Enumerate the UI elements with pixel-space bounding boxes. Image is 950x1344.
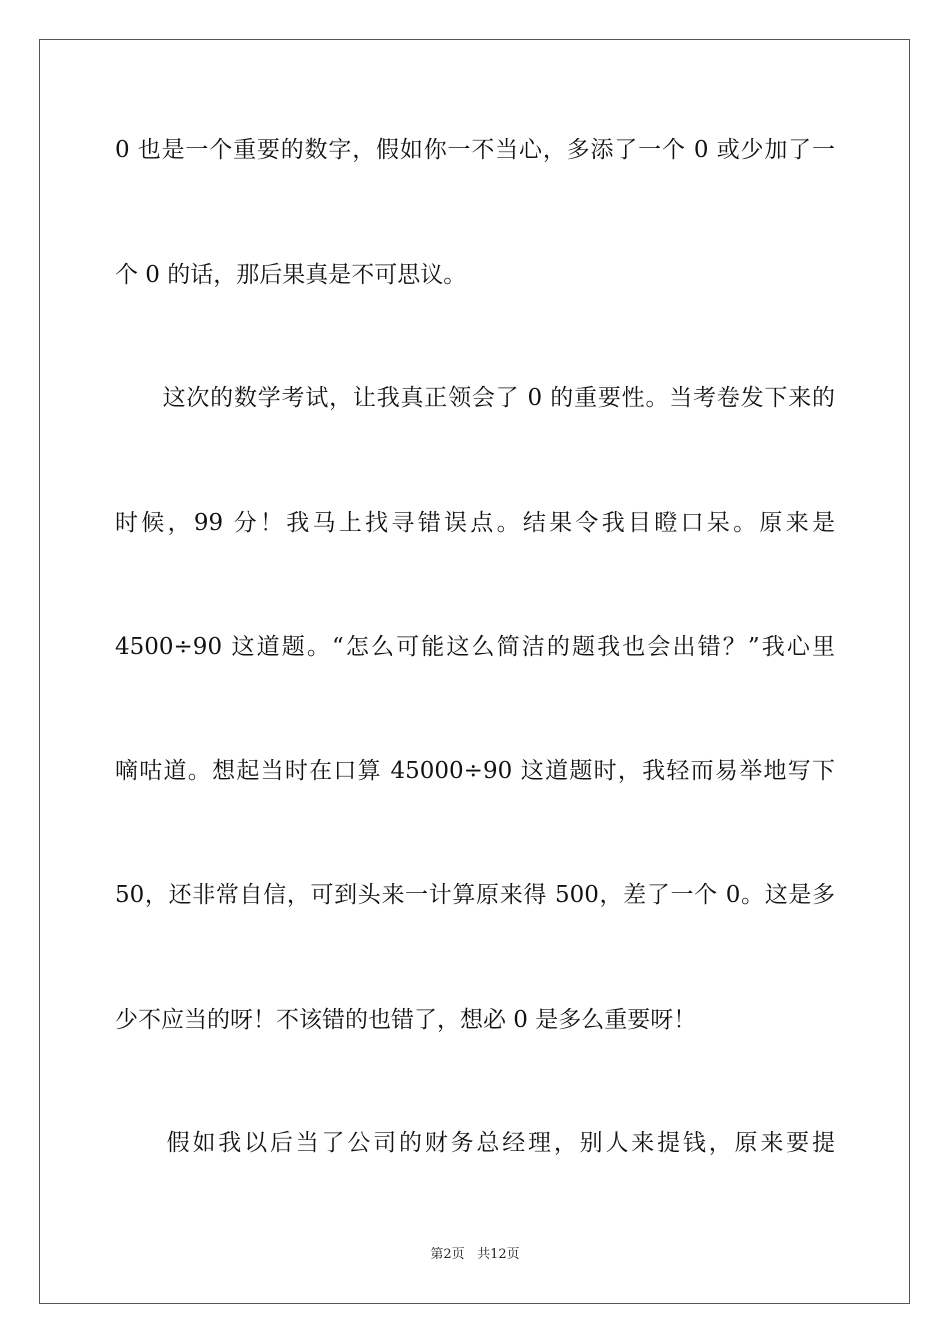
page-total: 共12页 (477, 1247, 520, 1262)
page-number: 第2页 (430, 1247, 465, 1262)
text-line-1: 0 也是一个重要的数字，假如你一不当心，多添了一个 0 或少加了一 (115, 137, 835, 163)
text-line-9: 假如我以后当了公司的财务总经理，别人来提钱，原来要提 (115, 1130, 835, 1156)
page-border (39, 39, 910, 1304)
page-footer (0, 1246, 950, 1264)
text-line-2: 个 0 的话，那后果真是不可思议。 (115, 262, 467, 288)
text-line-7: 50，还非常自信，可到头来一计算原来得 500，差了一个 0。这是多 (115, 882, 835, 908)
text-line-6: 嘀咕道。想起当时在口算 45000÷90 这道题时，我轻而易举地写下 (115, 758, 835, 784)
text-line-3: 这次的数学考试，让我真正领会了 0 的重要性。当考卷发下来的 (115, 385, 835, 411)
text-line-8: 少不应当的呀！不该错的也错了，想必 0 是多么重要呀！ (115, 1007, 697, 1033)
text-line-5: 4500÷90 这道题。“怎么可能这么简洁的题我也会出错？”我心里 (115, 634, 835, 660)
text-line-4: 时候，99 分！我马上找寻错误点。结果令我目瞪口呆。原来是 (115, 510, 835, 536)
